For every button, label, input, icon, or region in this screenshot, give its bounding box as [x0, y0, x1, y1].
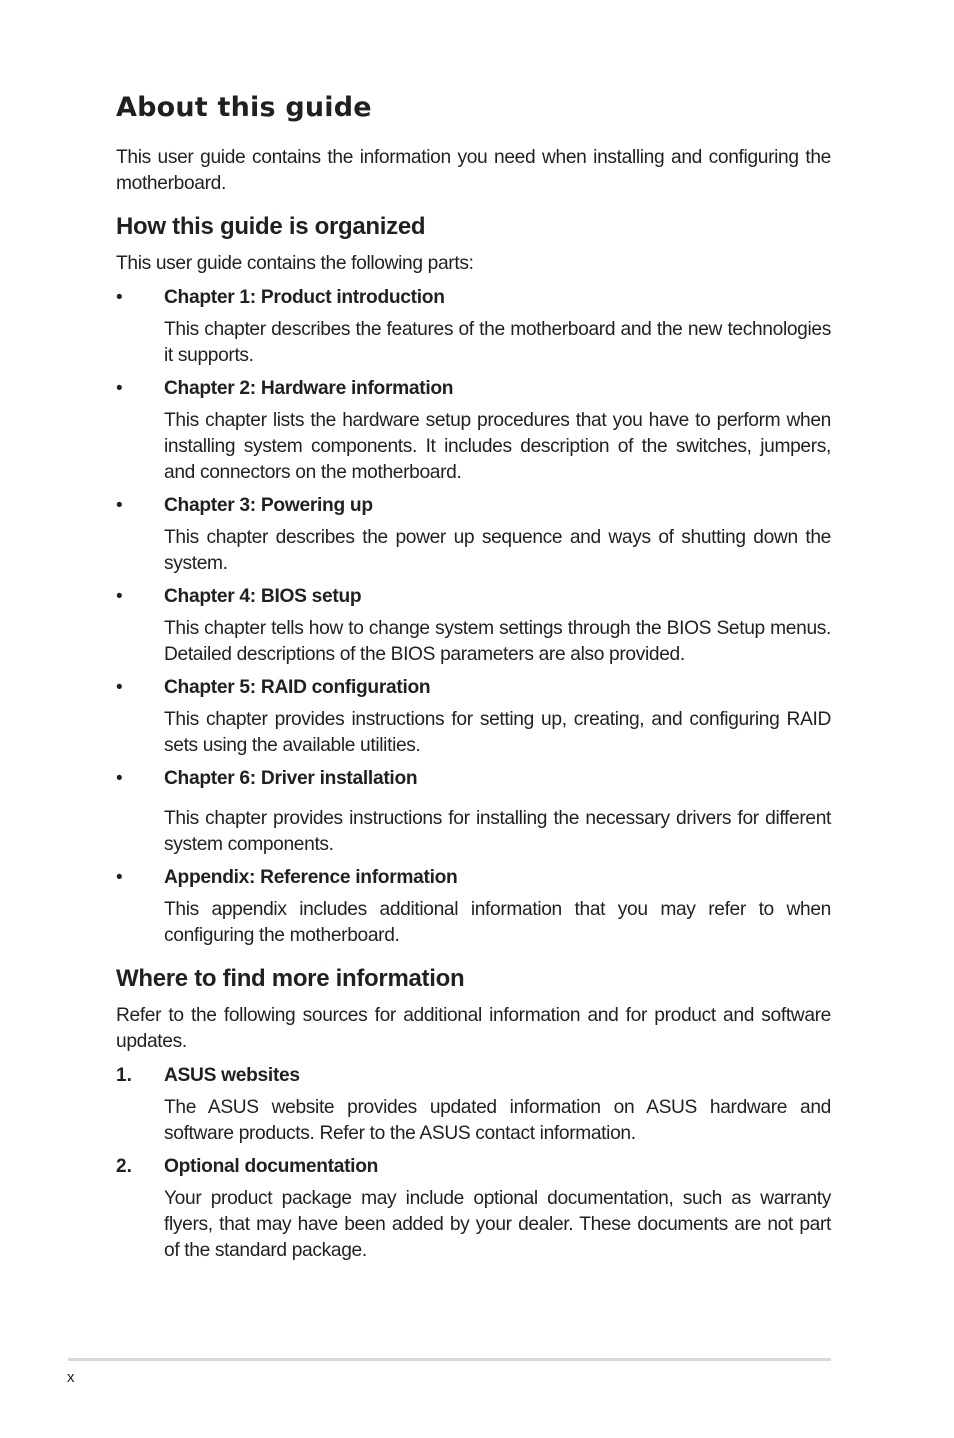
list-number: 2. [116, 1156, 132, 1177]
page-number: x [67, 1369, 75, 1386]
list-item [116, 865, 831, 949]
bullet-icon: • [116, 867, 123, 888]
list-item-desc: This chapter provides instructions for installing the necessary drivers for different system components. [164, 808, 831, 855]
bullet-icon: • [116, 378, 123, 399]
bullet-icon: • [116, 677, 123, 698]
list-item-title: ASUS websites [164, 1065, 300, 1086]
bullet-icon: • [116, 586, 123, 607]
list-item [116, 285, 831, 369]
list-item-desc: This chapter describes the power up sequence and ways of shutting down the system. [164, 527, 831, 574]
list-item-title: Chapter 5: RAID configuration [164, 677, 431, 698]
list-item-desc: Your product package may include optional documentation, such as warranty flyers, that may have been added by your dealer. These documents are not part of the standard package. [164, 1188, 831, 1261]
footer-divider [68, 1358, 831, 1361]
more-info-lead: Refer to the following sources for additional information and for product and software updates. [116, 1005, 831, 1052]
list-item-desc: This chapter describes the features of the motherboard and the new technologies it supports. [164, 319, 831, 366]
list-item-title: Chapter 1: Product introduction [164, 287, 445, 308]
list-item [116, 1154, 831, 1264]
section-heading-more-info: Where to find more information [116, 965, 465, 992]
sources-list [116, 1063, 831, 1264]
bullet-icon: • [116, 768, 123, 789]
bullet-icon: • [116, 287, 123, 308]
bullet-icon: • [116, 495, 123, 516]
list-item-title: Chapter 6: Driver installation [164, 768, 418, 789]
list-item [116, 675, 831, 759]
intro-paragraph: This user guide contains the information you need when installing and configuring the motherboard. [116, 147, 831, 194]
document-page [116, 92, 831, 1271]
list-item [116, 766, 831, 858]
list-item [116, 584, 831, 668]
chapter-list [116, 285, 831, 949]
list-item-desc: This chapter tells how to change system settings through the BIOS Setup menus. Detailed descriptions of the BIOS parameters are also provided. [164, 618, 831, 665]
list-item [116, 376, 831, 486]
list-item-title: Optional documentation [164, 1156, 379, 1177]
list-item-desc: This chapter lists the hardware setup procedures that you have to perform when installing system components. It includes description of the switches, jumpers, and connectors on the motherboard. [164, 410, 831, 483]
page-title: About this guide [116, 92, 372, 123]
list-item [116, 1063, 831, 1147]
section-heading-organized: How this guide is organized [116, 213, 426, 240]
list-item-desc: This appendix includes additional information that you may refer to when configuring the motherboard. [164, 899, 831, 946]
list-item-title: Appendix: Reference information [164, 867, 458, 888]
organized-lead: This user guide contains the following parts: [116, 253, 474, 274]
list-number: 1. [116, 1065, 132, 1086]
list-item-desc: The ASUS website provides updated information on ASUS hardware and software products. Refer to the ASUS contact information. [164, 1097, 831, 1144]
list-item-desc: This chapter provides instructions for setting up, creating, and configuring RAID sets using the available utilities. [164, 709, 831, 756]
list-item [116, 493, 831, 577]
list-item-title: Chapter 2: Hardware information [164, 378, 454, 399]
list-item-title: Chapter 3: Powering up [164, 495, 373, 516]
list-item-title: Chapter 4: BIOS setup [164, 586, 362, 607]
